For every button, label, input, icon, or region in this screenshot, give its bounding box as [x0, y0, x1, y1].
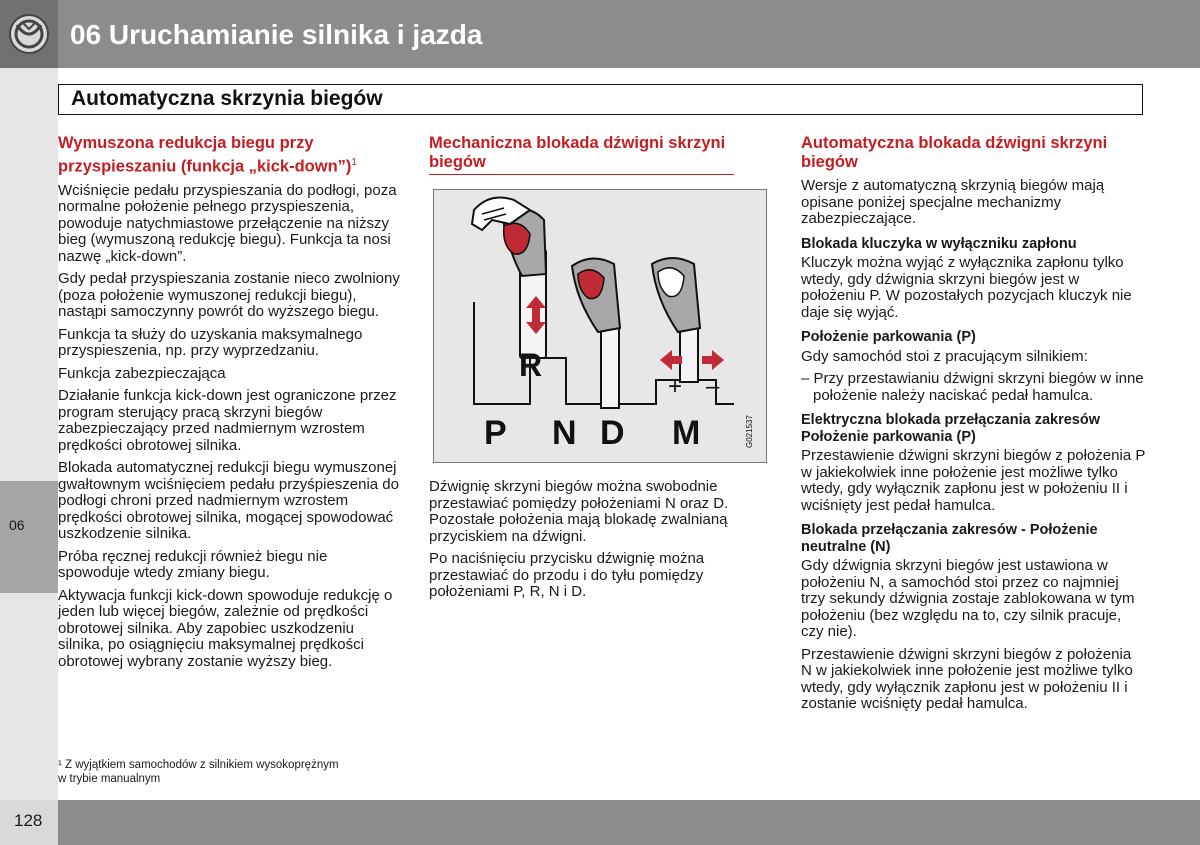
page-number: 128: [14, 811, 43, 830]
volvo-logo-icon: [7, 13, 51, 55]
gear-label-r: R: [519, 347, 543, 383]
page-chapter-title: 06 Uruchamianie silnika i jazda: [70, 19, 483, 50]
footnote-line: ¹ Z wyjątkiem samochodów z silnikiem wysokoprężnym: [58, 759, 339, 771]
footnote: [58, 758, 388, 786]
subheading-neutral-lock: Blokada przełączania zakresów - Położenie neutralne (N): [801, 522, 1098, 555]
logo-box: [0, 0, 58, 68]
dash-list-item: – Przy przestawianiu dźwigni skrzyni biegów w inne położenie należy naciskać pedał hamulca.: [801, 370, 1144, 404]
gear-label-p: P: [484, 414, 507, 452]
chapter-tab: [0, 481, 58, 593]
paragraph: Gdy samochód stoi z pracującym silnikiem:: [801, 347, 1088, 365]
paragraph: Gdy dźwignia skrzyni biegów jest ustawiona w położeniu N, a samochód stoi przez co najmniej trzy sekundy dźwignia zostaje zablokowana w tym położeniu (bez względu na to, czy silnik pracuje, czy nie).: [801, 557, 1135, 640]
gear-selector-figure: [433, 189, 767, 463]
mechanical-lock-heading: Mechaniczna blokada dźwigni skrzyni biegów: [429, 134, 726, 171]
paragraph: Dźwignię skrzyni biegów można swobodnie przestawiać pomiędzy położeniami N oraz D. Pozostałe położenia mają blokadę zwalnianą przyciskiem na dźwigni.: [429, 478, 729, 545]
column-kick-down: [58, 134, 403, 676]
paragraph: Wciśnięcie pedału przyspieszania do podłogi, poza normalne położenie pełnego przyspieszenia, powoduje natychmiastowe przełączenie na niższy bieg (wymuszoną redukcję biegu). Funkcja ta nosi nazwę „kick-down”.: [58, 181, 397, 265]
lever-button-pressed: [504, 223, 530, 254]
right-arrow-icon: [702, 350, 724, 370]
paragraph: Po naciśnięciu przycisku dźwignię można przestawiać do przodu i do tyłu pomiędzy położeniami P, R, N i D.: [429, 550, 705, 600]
column-mechanical-lock: [429, 134, 769, 607]
paragraph: Działanie funkcja kick-down jest ograniczone przez program sterujący pracą skrzyni biegów zabezpieczający przed nadmiernym wzrostem prędkości obrotowej silnika.: [58, 387, 397, 454]
paragraph: Przestawienie dźwigni skrzyni biegów z położenia P w jakiekolwiek inne położenie jest możliwe tylko wtedy, gdy wyłącznik zapłonu jest w położeniu II i wciśnięty jest pedał hamulca.: [801, 447, 1146, 514]
left-margin-strip: [0, 68, 58, 800]
column-automatic-lock: [801, 134, 1146, 719]
gear-label-n: N: [552, 414, 577, 452]
kick-down-heading: Wymuszona redukcja biegu przy przyspieszaniu (funkcja „kick-down”)$^1$: [58, 134, 357, 176]
subheading-key-lock: Blokada kluczyka w wyłączniku zapłonu: [801, 235, 1077, 252]
paragraph: Funkcja zabezpieczająca: [58, 364, 226, 382]
gear-lever-shaft: [601, 320, 619, 408]
heading-rule: [429, 174, 734, 175]
gear-plus-label: +: [668, 373, 683, 400]
figure-code: G021537: [745, 415, 754, 448]
left-arrow-icon: [660, 350, 682, 370]
paragraph: Blokada automatycznej redukcji biegu wymuszonej gwałtownym wciśnięciem pedału przyśpieszenia do podłogi chroni przed nadmiernym wzrostem prędkości obrotowej silnika, mogącej spowodować uszkodzenie silnika.: [58, 459, 399, 542]
subheading-park-position: Położenie parkowania (P): [801, 329, 976, 345]
gear-minus-label: –: [706, 373, 720, 400]
paragraph: Kluczyk można wyjąć z wyłącznika zapłonu tylko wtedy, gdy dźwignia skrzyni biegów jest w położeniu P. W pozostałych pozycjach kluczyk nie daje się wyjąć.: [801, 254, 1132, 321]
section-title: Automatyczna skrzynia biegów: [71, 87, 383, 110]
chapter-tab-label: 06: [9, 517, 25, 533]
gear-label-m: M: [672, 414, 701, 452]
paragraph: Gdy pedał przyspieszania zostanie nieco zwolniony (poza położenie wymuszonej redukcji biegu), nastąpi samoczynny powrót do wyższego biegu.: [58, 270, 400, 320]
paragraph: Aktywacja funkcji kick-down spowoduje redukcję o jeden lub więcej biegów, zależnie od prędkości obrotowej silnika. Aby zapobiec uszkodzeniu silnika, po osiągnięciu maksymalnej prędkości obrotowej wybrany zostanie wyższy bieg.: [58, 586, 393, 670]
footnote-line: w trybie manualnym: [58, 773, 161, 785]
automatic-lock-heading: Automatyczna blokada dźwigni skrzyni biegów: [801, 134, 1108, 171]
subheading-electric-lock: Elektryczna blokada przełączania zakresów Położenie parkowania (P): [801, 412, 1100, 445]
paragraph: Przestawienie dźwigni skrzyni biegów z położenia N w jakiekolwiek inne położenie jest możliwe tylko wtedy, gdy wyłącznik zapłonu jest w położeniu II i zostanie wciśnięty pedał hamulca.: [801, 645, 1133, 712]
gear-selector-illustration: [434, 190, 766, 462]
paragraph: Wersje z automatyczną skrzynią biegów mają opisane poniżej specjalne mechanizmy zabezpieczające.: [801, 177, 1105, 227]
paragraph: Funkcja ta służy do uzyskania maksymalnego przyspieszenia, np. przy wyprzedzaniu.: [58, 325, 363, 359]
gear-label-d: D: [600, 414, 625, 452]
paragraph: Próba ręcznej redukcji również biegu nie spowoduje wtedy zmiany biegu.: [58, 547, 328, 581]
footer-bar: [0, 800, 1200, 845]
